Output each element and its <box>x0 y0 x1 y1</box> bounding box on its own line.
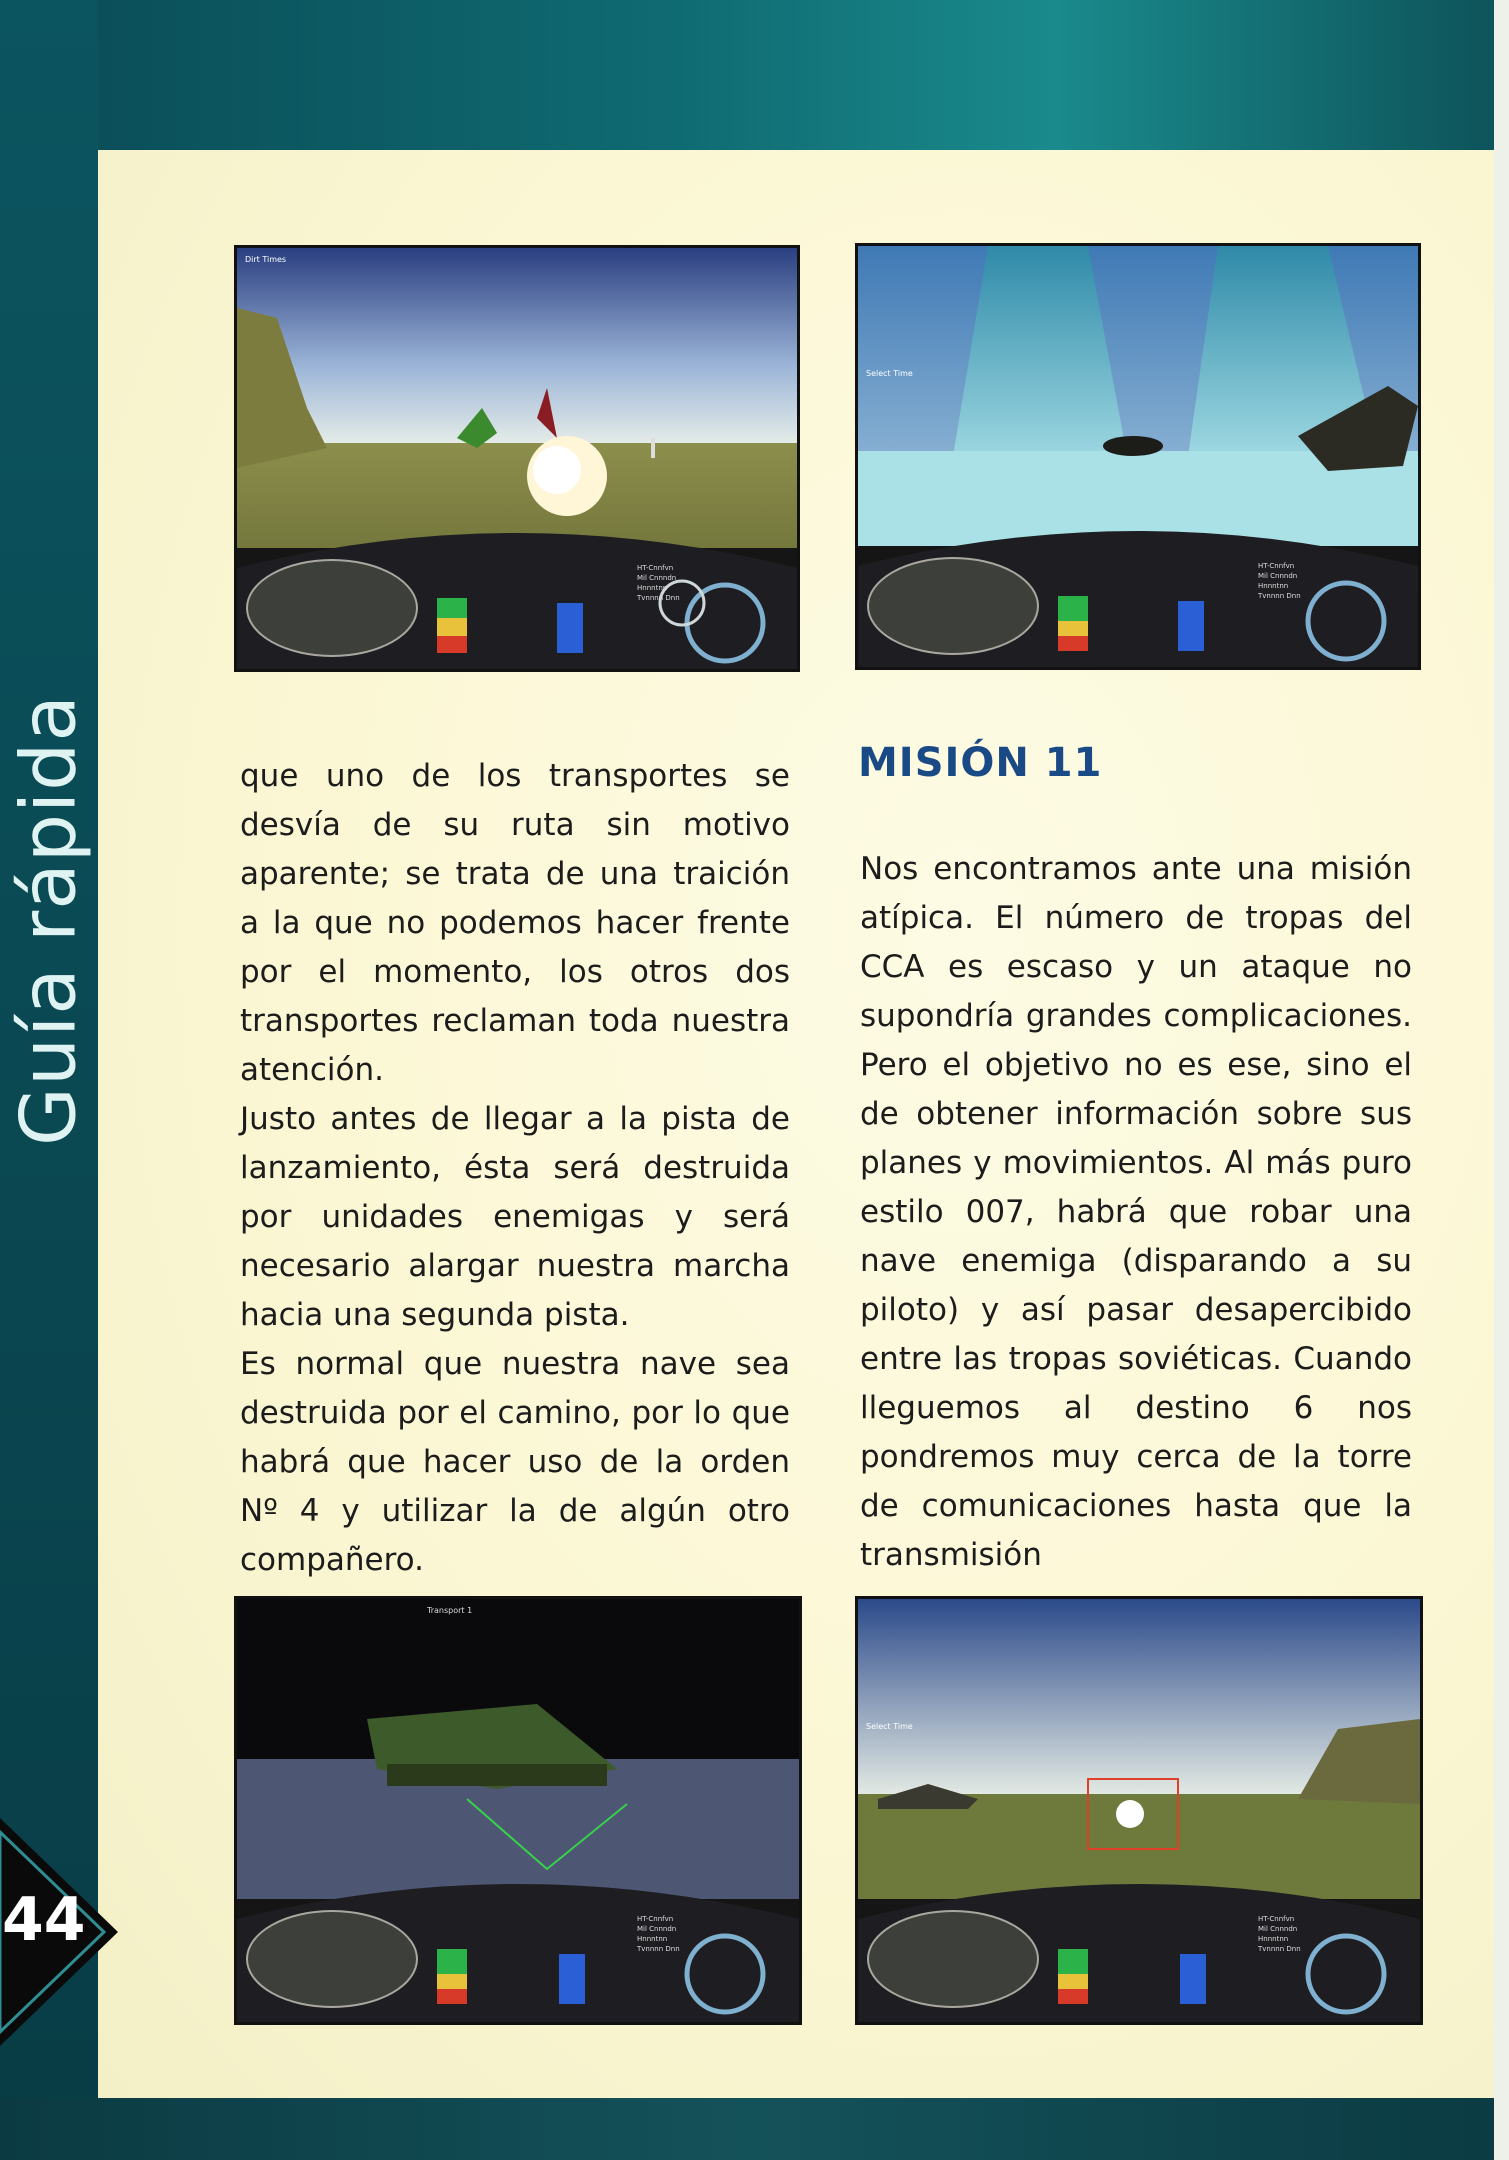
body-paragraph: Justo antes de llegar a la pista de lanzamiento, ésta será destruida por unidades enemigas y será necesario alargar nuestra marcha hacia una segunda pista. <box>240 1101 790 1333</box>
hud-readout: Mil Cnnndn <box>1258 1925 1298 1933</box>
hud-readout: Mil Cnnndn <box>637 574 677 582</box>
hud-readout: HT-Cnnfvn <box>1258 1915 1295 1923</box>
top-banner <box>0 0 1509 150</box>
page-edge <box>1494 0 1509 2160</box>
section-title-text: Guía rápida <box>3 694 93 1146</box>
hud-label: Dirt Times <box>245 255 287 264</box>
screenshot-tank-night-art <box>237 1599 799 2022</box>
screenshot-plain-targeting <box>855 1596 1423 2025</box>
section-title <box>3 660 93 1180</box>
screenshot-desert-explosion <box>234 245 800 672</box>
screenshot-desert-explosion-art <box>237 248 797 669</box>
hud-readout: Tvnnnn Dnn <box>637 594 680 602</box>
screenshot-plain-targeting-art <box>858 1599 1420 2022</box>
hud-readout: Tvnnnn Dnn <box>1258 592 1301 600</box>
screenshot-ice-cliffs-art <box>858 246 1418 667</box>
body-paragraph: Es normal que nuestra nave sea destruida por el camino, por lo que habrá que hacer uso de la orden Nº 4 y utilizar la de algún otro compañero. <box>240 1346 790 1578</box>
hud-label: Select Time <box>866 369 913 378</box>
hud-label: Transport 1 <box>427 1606 473 1615</box>
hud-readout: Mil Cnnndn <box>637 1925 677 1933</box>
hud-readout: Hnnntnn <box>637 584 668 592</box>
hud-readout: HT-Cnnfvn <box>637 564 674 572</box>
left-text-column <box>240 752 790 1585</box>
body-paragraph: que uno de los transportes se desvía de su ruta sin motivo aparente; se trata de una traición a la que no podemos hacer frente por el momento, los otros dos transportes reclaman toda nuestra atención. <box>240 758 790 1088</box>
hud-readout: Hnnntnn <box>1258 1935 1289 1943</box>
mission-heading: MISIÓN 11 <box>858 740 1103 786</box>
hud-label: Select Time <box>866 1722 913 1731</box>
hud-readout: Tvnnnn Dnn <box>637 1945 680 1953</box>
body-paragraph: Nos encontramos ante una misión atípica. El número de tropas del CCA es escaso y un ataque no supondría grandes complicaciones. Pero el objetivo no es ese, sino el de obtener información sobre sus planes y movimientos. Al más puro estilo 007, habrá que robar una nave enemiga (disparando a su piloto) y así pasar desapercibido entre las tropas soviéticas. Cuando lleguemos al destino 6 nos pondremos muy cerca de la torre de comunicaciones hasta que la transmisión <box>860 851 1412 1573</box>
hud-readout: Tvnnnn Dnn <box>1258 1945 1301 1953</box>
screenshot-ice-cliffs <box>855 243 1421 670</box>
hud-readout: Hnnntnn <box>637 1935 668 1943</box>
hud-readout: Hnnntnn <box>1258 582 1289 590</box>
right-text-column <box>860 845 1412 1580</box>
hud-readout: HT-Cnnfvn <box>1258 562 1295 570</box>
screenshot-tank-night <box>234 1596 802 2025</box>
page-number: 44 <box>2 1885 86 1955</box>
hud-readout: Mil Cnnndn <box>1258 572 1298 580</box>
bottom-banner <box>0 2098 1509 2160</box>
hud-readout: HT-Cnnfvn <box>637 1915 674 1923</box>
